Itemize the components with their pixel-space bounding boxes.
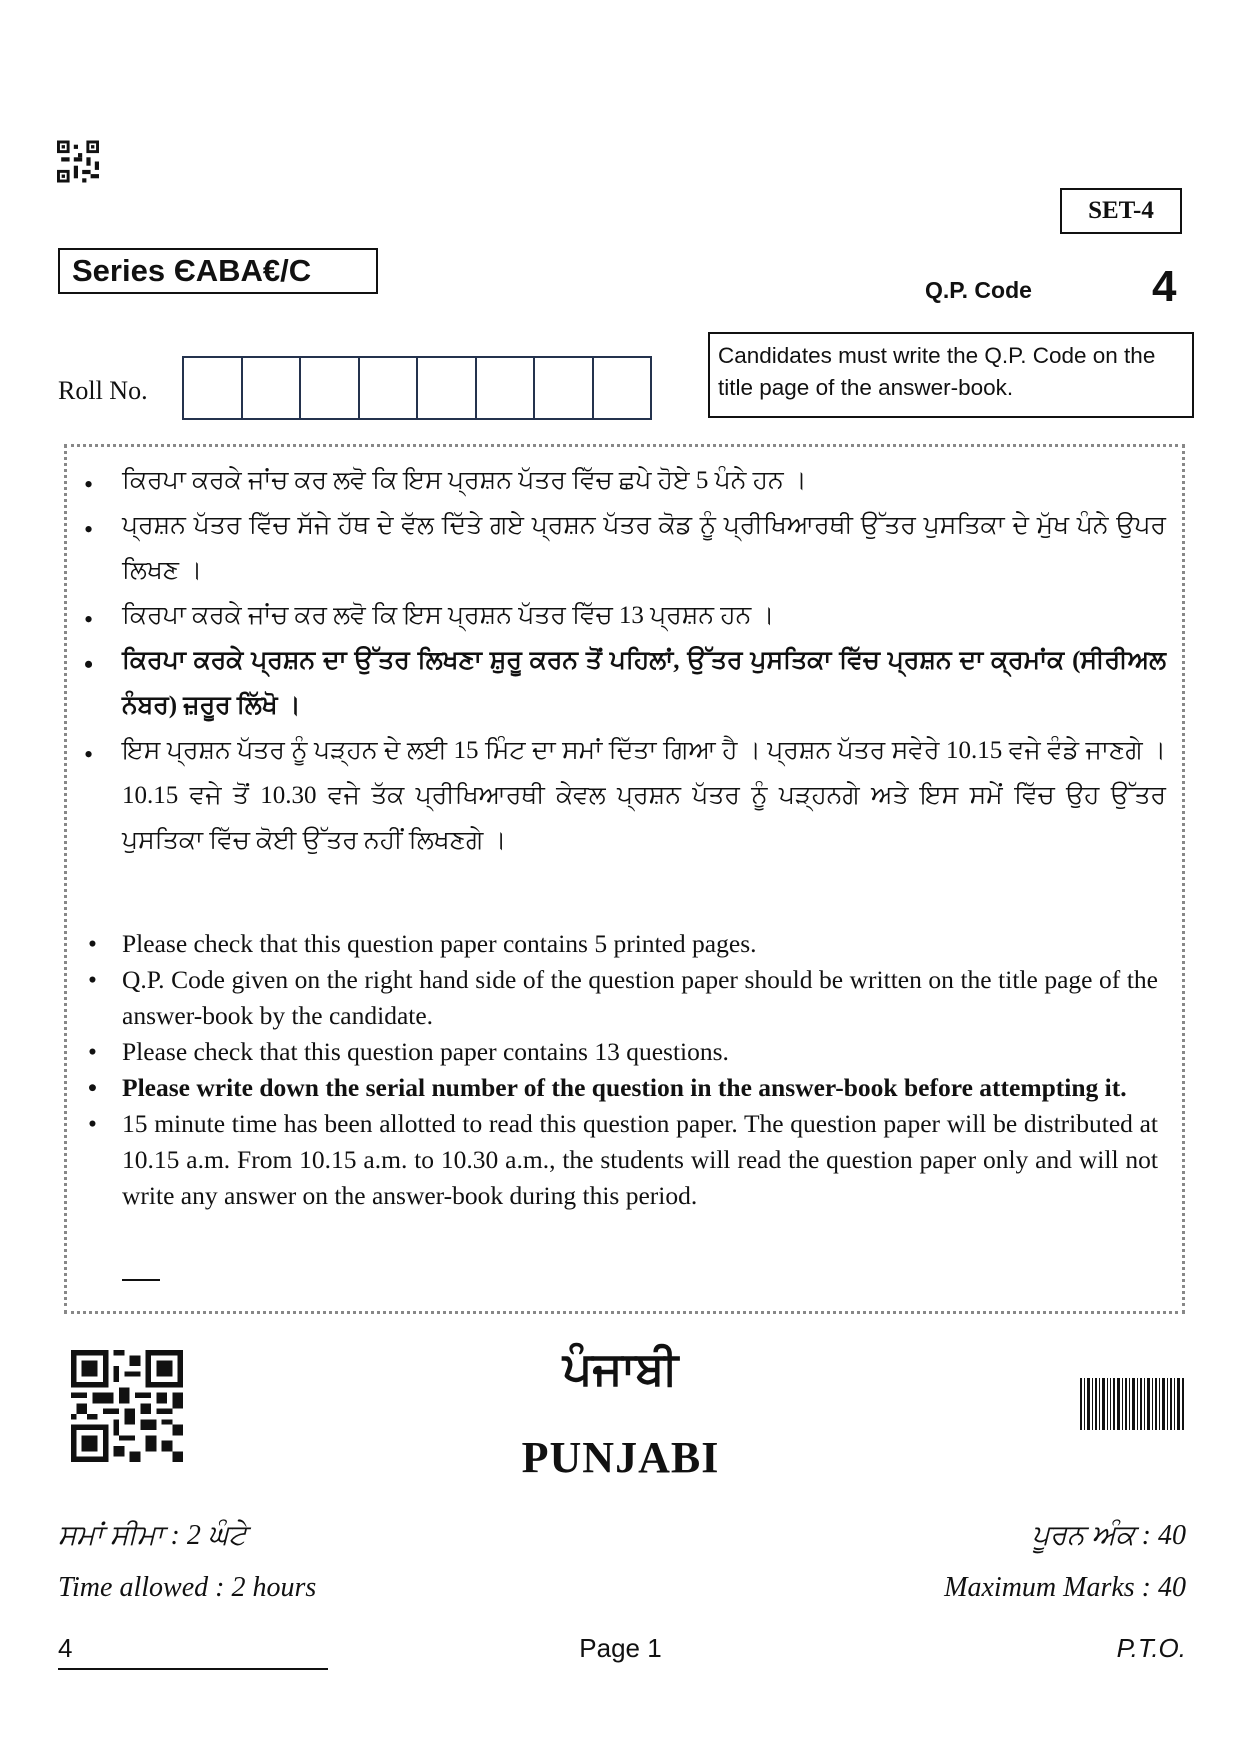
instruction-pa-item: • ਕਿਰਪਾ ਕਰਕੇ ਜਾਂਚ ਕਰ ਲਵੋ ਕਿ ਇਸ ਪ੍ਰਸ਼ਨ ਪੱਤਰ ਵਿੱਚ 13 ਪ੍ਰਸ਼ਨ ਹਨ । <box>70 593 1180 638</box>
subject-title-punjabi: ਪੰਜਾਬੀ <box>562 1343 679 1394</box>
page-number: Page 1 <box>579 1633 662 1663</box>
roll-number-box[interactable] <box>301 358 360 418</box>
qp-code-value: 4 <box>1152 262 1177 311</box>
roll-number-box[interactable] <box>243 358 302 418</box>
subject-title-english: PUNJABI <box>521 1433 720 1482</box>
small-qr-code-icon <box>57 140 99 183</box>
footer-rule <box>58 1668 328 1670</box>
footer-qp-code: 4 <box>58 1633 73 1663</box>
roll-number-box[interactable] <box>535 358 594 418</box>
roll-number-box[interactable] <box>184 358 243 418</box>
instruction-pa-item: • ਪ੍ਰਸ਼ਨ ਪੱਤਰ ਵਿੱਚ ਸੱਜੇ ਹੱਥ ਦੇ ਵੱਲ ਦਿੱਤੇ ਗਏ ਪ੍ਰਸ਼ਨ ਪੱਤਰ ਕੋਡ ਨੂੰ ਪ੍ਰੀਖਿਆਰਥੀ ਉੱਤਰ ਪੁਸਤਿਕਾ ਦੇ ਮੁੱਖ ਪੰਨੇ ਉਪਰ ਲਿਖਣ । <box>70 503 1180 593</box>
roll-number-box[interactable] <box>418 358 477 418</box>
series-label: Series ЄABA€/C <box>58 248 378 294</box>
please-turn-over: P.T.O. <box>1116 1633 1186 1663</box>
time-allowed-english: Time allowed : 2 hours <box>58 1572 317 1603</box>
instruction-pa-item: • ਕਿਰਪਾ ਕਰਕੇ ਪ੍ਰਸ਼ਨ ਦਾ ਉੱਤਰ ਲਿਖਣਾ ਸ਼ੁਰੂ ਕਰਨ ਤੋਂ ਪਹਿਲਾਂ, ਉੱਤਰ ਪੁਸਤਿਕਾ ਵਿੱਚ ਪ੍ਰਸ਼ਨ ਦਾ ਕ੍ਰਮਾਂਕ (ਸੀਰੀਅਲ ਨੰਬਰ) ਜ਼ਰੂਰ ਲਿੱਖੋ । <box>70 638 1180 728</box>
instructions-english <box>70 926 1180 1214</box>
underline-mark <box>122 1279 160 1281</box>
time-allowed-punjabi: ਸਮਾਂ ਸੀਮਾ : 2 ਘੰਟੇ <box>58 1520 247 1551</box>
maximum-marks-english: Maximum Marks : 40 <box>944 1572 1186 1603</box>
instruction-en-item: • Please check that this question paper contains 13 questions. <box>70 1034 1180 1070</box>
barcode-icon <box>1080 1378 1184 1430</box>
instruction-en-item: • Q.P. Code given on the right hand side of the question paper should be written on the title page of the answer-book by the candidate. <box>70 962 1180 1034</box>
roll-number-box[interactable] <box>477 358 536 418</box>
roll-number-box[interactable] <box>360 358 419 418</box>
instruction-pa-item: • ਇਸ ਪ੍ਰਸ਼ਨ ਪੱਤਰ ਨੂੰ ਪੜ੍ਹਨ ਦੇ ਲਈ 15 ਮਿੰਟ ਦਾ ਸਮਾਂ ਦਿੱਤਾ ਗਿਆ ਹੈ । ਪ੍ਰਸ਼ਨ ਪੱਤਰ ਸਵੇਰੇ 10.15 ਵਜੇ ਵੰਡੇ ਜਾਣਗੇ । 10.15 ਵਜੇ ਤੋਂ 10.30 ਵਜੇ ਤੱਕ ਪ੍ਰੀਖਿਆਰਥੀ ਕੇਵਲ ਪ੍ਰਸ਼ਨ ਪੱਤਰ ਨੂੰ ਪੜ੍ਹਨਗੇ ਅਤੇ ਇਸ ਸਮੇਂ ਵਿੱਚ ਉਹ ਉੱਤਰ ਪੁਸਤਿਕਾ ਵਿੱਚ ਕੋਈ ਉੱਤਰ ਨਹੀਂ ਲਿਖਣਗੇ । <box>70 728 1180 863</box>
instruction-en-item: • Please check that this question paper contains 5 printed pages. <box>70 926 1180 962</box>
qp-code-label: Q.P. Code <box>925 277 1032 303</box>
instruction-en-item: • 15 minute time has been allotted to read this question paper. The question paper will be distributed at 10.15 a.m. From 10.15 a.m. to 10.30 a.m., the students will read the question paper only and will not write any answer on the answer-book during this period. <box>70 1106 1180 1214</box>
roll-number-grid[interactable] <box>182 356 652 420</box>
maximum-marks-punjabi: ਪੂਰਨ ਅੰਕ : 40 <box>1031 1520 1186 1551</box>
qp-code-notice: Candidates must write the Q.P. Code on the title page of the answer-book. <box>708 332 1194 418</box>
roll-number-box[interactable] <box>594 358 651 418</box>
set-label: SET-4 <box>1060 188 1182 234</box>
instruction-en-item: • Please write down the serial number of the question in the answer-book before attempting it. <box>70 1070 1180 1106</box>
instruction-pa-item: • ਕਿਰਪਾ ਕਰਕੇ ਜਾਂਚ ਕਰ ਲਵੋ ਕਿ ਇਸ ਪ੍ਰਸ਼ਨ ਪੱਤਰ ਵਿੱਚ ਛਪੇ ਹੋਏ 5 ਪੰਨੇ ਹਨ । <box>70 458 1180 503</box>
roll-number-label: Roll No. <box>58 376 148 405</box>
instructions-punjabi <box>70 458 1180 863</box>
